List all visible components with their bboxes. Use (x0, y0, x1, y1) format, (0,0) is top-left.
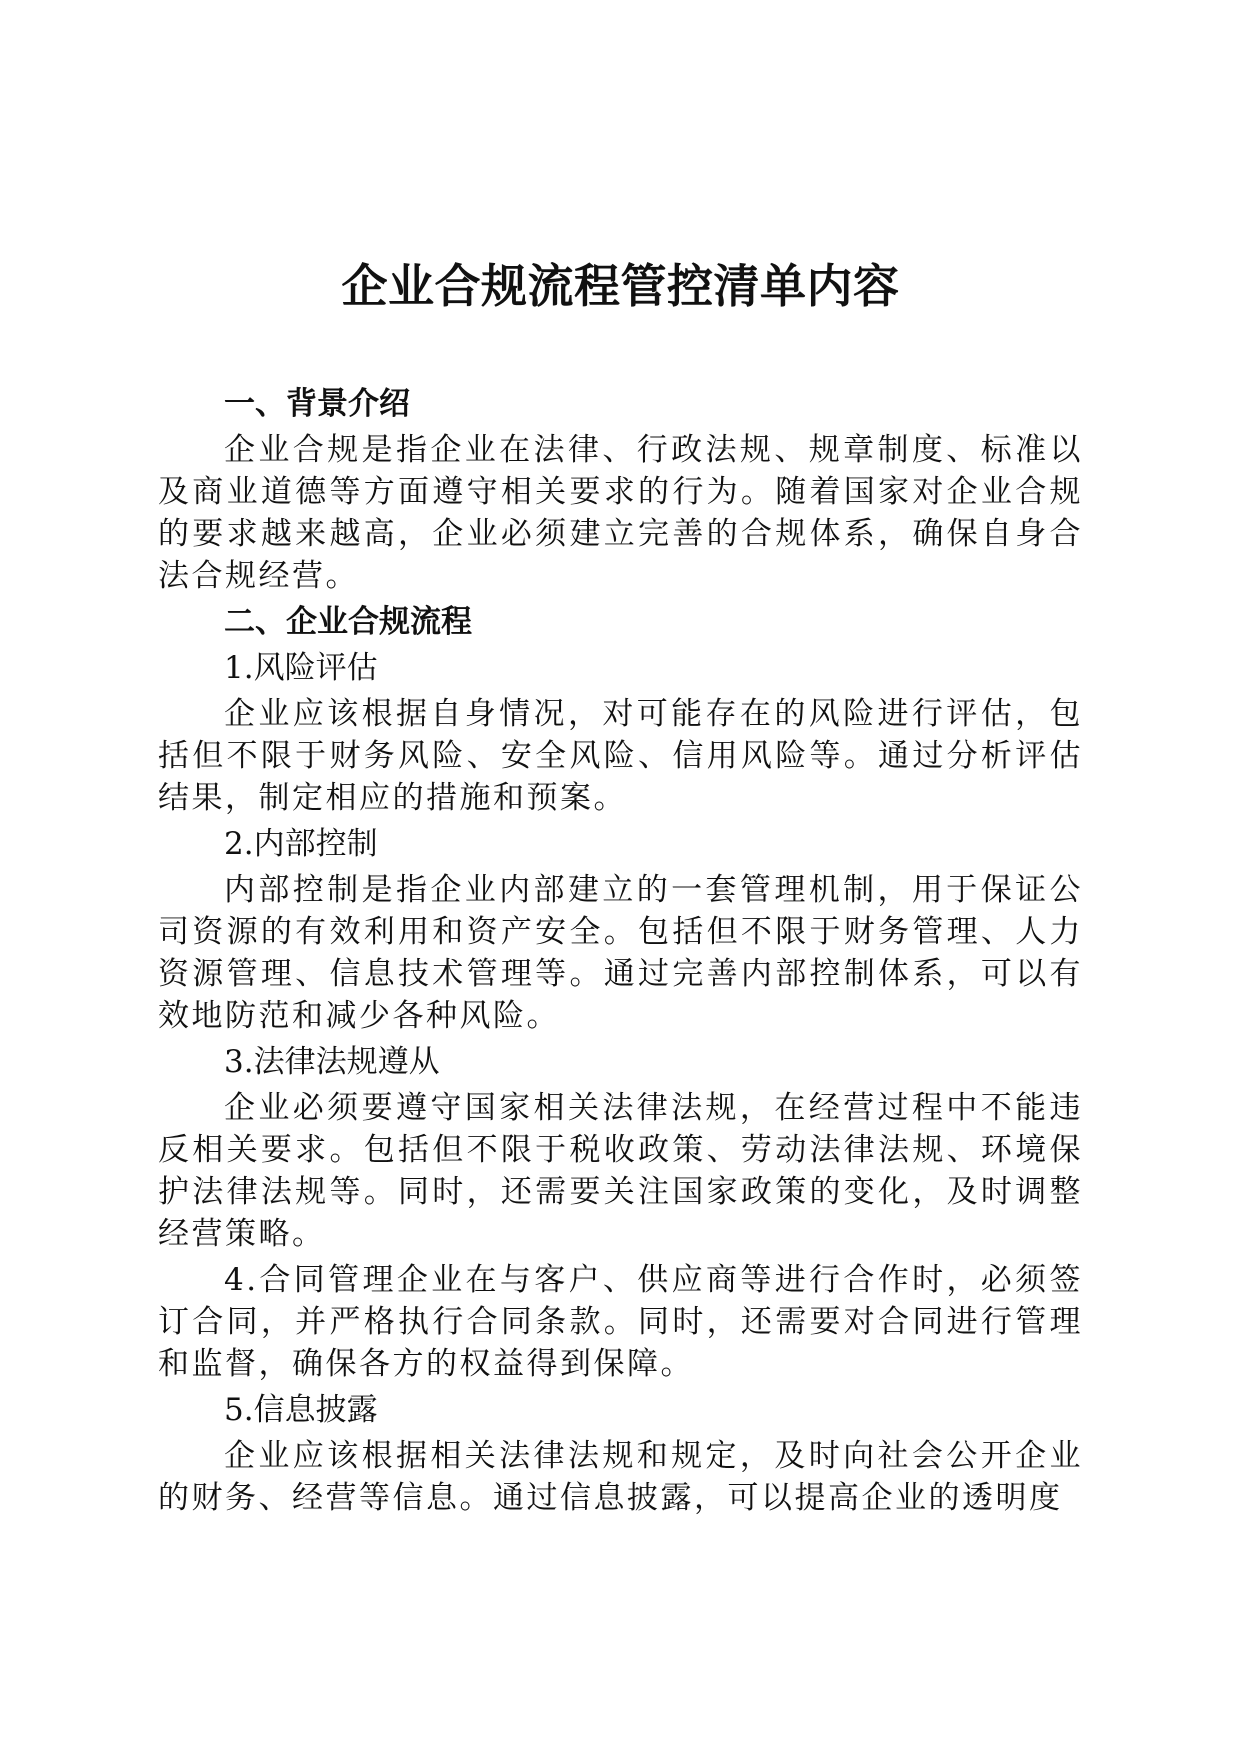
subsection-paragraph-information-disclosure: 企业应该根据相关法律法规和规定，及时向社会公开企业的财务、经营等信息。通过信息披露，可以提高企业的透明度 (158, 1438, 1083, 1516)
subsection-title-information-disclosure: 5.信息披露 (224, 1392, 378, 1428)
subsection-paragraph-internal-control: 内部控制是指企业内部建立的一套管理机制，用于保证公司资源的有效利用和资产安全。包括但不限于财务管理、人力资源管理、信息技术管理等。通过完善内部控制体系，可以有效地防范和减少各种风险。 (158, 872, 1083, 1034)
section-heading-process: 二、企业合规流程 (224, 604, 472, 640)
subsection-paragraph-legal-compliance: 企业必须要遵守国家相关法律法规，在经营过程中不能违反相关要求。包括但不限于税收政策、劳动法律法规、环境保护法律法规等。同时，还需要关注国家政策的变化，及时调整经营策略。 (158, 1090, 1083, 1252)
document-body (158, 383, 1083, 1523)
subsection-paragraph-risk-assessment: 企业应该根据自身情况，对可能存在的风险进行评估，包括但不限于财务风险、安全风险、信用风险等。通过分析评估结果，制定相应的措施和预案。 (158, 696, 1083, 816)
subsection-title-legal-compliance: 3.法律法规遵从 (224, 1044, 440, 1080)
subsection-title-internal-control: 2.内部控制 (224, 826, 378, 862)
document-page (158, 0, 1083, 1754)
subsection-paragraph-contract-management: 4.合同管理企业在与客户、供应商等进行合作时，必须签订合同，并严格执行合同条款。同时，还需要对合同进行管理和监督，确保各方的权益得到保障。 (158, 1262, 1083, 1382)
section-paragraph-background: 企业合规是指企业在法律、行政法规、规章制度、标准以及商业道德等方面遵守相关要求的行为。随着国家对企业合规的要求越来越高，企业必须建立完善的合规体系，确保自身合法合规经营。 (158, 432, 1083, 594)
document-title: 企业合规流程管控清单内容 (341, 259, 900, 313)
subsection-title-risk-assessment: 1.风险评估 (224, 650, 378, 686)
section-heading-background: 一、背景介绍 (224, 386, 410, 422)
